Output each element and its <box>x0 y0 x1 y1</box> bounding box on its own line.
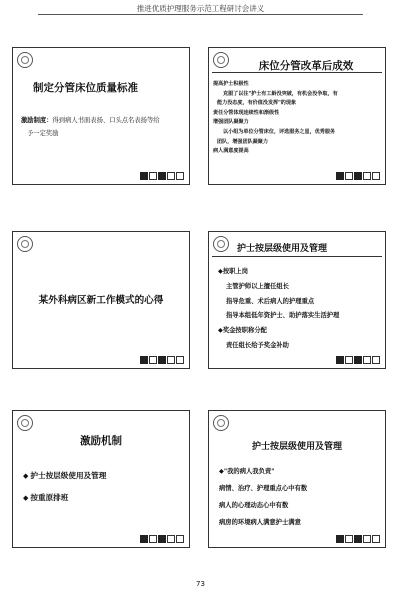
slide-title: 护士按层级使用及管理 <box>251 442 342 452</box>
slide-nav-controls <box>336 535 380 543</box>
nav-prev-icon <box>149 535 157 543</box>
nav-end-icon <box>372 356 380 364</box>
nav-end-icon <box>176 172 184 180</box>
nav-prev-icon <box>149 172 157 180</box>
slide-line: 予一定奖励 <box>27 130 59 137</box>
incentive-text: 得到病人书面表扬、口头点名表扬等给 <box>52 117 160 124</box>
slide-line: 指导危重、术后病人的护理重点 <box>226 297 315 305</box>
slide-4 <box>208 231 386 369</box>
slide-body <box>21 114 183 140</box>
slide-body <box>219 463 379 531</box>
slide-title: 制定分管床位质量标准 <box>33 82 138 94</box>
nav-end-icon <box>372 535 380 543</box>
slide-line: 主管护师以上擅任组长 <box>226 282 289 290</box>
nav-next-icon <box>354 172 362 180</box>
nav-last-icon <box>363 535 371 543</box>
slide-line: 团队，增强团队凝聚力 <box>217 138 268 145</box>
nav-next-icon <box>354 356 362 364</box>
nav-last-icon <box>167 172 175 180</box>
nav-first-icon <box>336 172 344 180</box>
slide-5 <box>12 410 190 548</box>
hospital-logo-icon <box>17 52 33 68</box>
slide-6 <box>208 410 386 548</box>
slide-body <box>23 465 183 509</box>
list-item: ◆ 按重原排班 <box>23 487 183 509</box>
nav-last-icon <box>167 356 175 364</box>
slide-body <box>218 265 379 354</box>
hospital-logo-icon <box>213 236 229 252</box>
hospital-logo-icon <box>17 415 33 431</box>
slide-line: ◆"我的病人我负责" <box>219 468 275 475</box>
slide-line: ◆按职上岗 <box>218 268 249 275</box>
slide-3 <box>12 231 190 369</box>
slide-title: 某外科病区新工作模式的心得 <box>38 295 164 306</box>
nav-last-icon <box>363 172 371 180</box>
slide-line: 病房的环境病人满意护士满意 <box>219 519 301 526</box>
nav-end-icon <box>176 535 184 543</box>
nav-end-icon <box>176 356 184 364</box>
nav-first-icon <box>140 356 148 364</box>
slide-nav-controls <box>336 172 380 180</box>
slide-line: 责任分管体现连续性和渐级性 <box>213 109 280 116</box>
slide-line: 能力没态度，有价值没发挥"的现象 <box>217 100 297 107</box>
slide-line <box>21 114 183 127</box>
slide-nav-controls <box>140 172 184 180</box>
slide-1 <box>12 47 190 185</box>
nav-end-icon <box>372 172 380 180</box>
slide-line: 指导本组低年资护士、助护落实生活护理 <box>226 312 340 320</box>
slide-line: 以小组为单位分管床位，评选服务之星，优秀服务 <box>223 128 336 135</box>
slide-line: 克服了以往"护士有工龄没突破，有机会没争取，有 <box>223 90 338 97</box>
slide-line: 增强团队凝聚力 <box>213 119 249 126</box>
slide-nav-controls <box>140 356 184 364</box>
slide-line: 病情、治疗、护理重点心中有数 <box>219 485 308 492</box>
slide-line: 责任组长给予奖金补助 <box>226 341 289 349</box>
hospital-logo-icon <box>213 52 229 68</box>
slide-line: 病人的心理动态心中有数 <box>219 502 289 509</box>
nav-last-icon <box>167 535 175 543</box>
slide-title: 护士按层级使用及管理 <box>237 244 328 254</box>
nav-first-icon <box>336 535 344 543</box>
hospital-logo-icon <box>17 236 33 252</box>
nav-next-icon <box>354 535 362 543</box>
slide-nav-controls <box>336 356 380 364</box>
nav-next-icon <box>158 356 166 364</box>
nav-prev-icon <box>345 356 353 364</box>
slide-2 <box>208 47 386 185</box>
nav-last-icon <box>363 356 371 364</box>
page-number: 73 <box>196 580 205 588</box>
slide-line: 提高护士积极性 <box>213 81 249 87</box>
nav-first-icon <box>140 172 148 180</box>
nav-prev-icon <box>345 535 353 543</box>
incentive-label: 激励制度： <box>21 117 53 124</box>
nav-next-icon <box>158 535 166 543</box>
slide-divider <box>212 72 382 73</box>
slide-title: 床位分管改革后成效 <box>258 60 354 72</box>
nav-first-icon <box>140 535 148 543</box>
slide-body <box>213 80 379 157</box>
document-header: 推进优质护理服务示范工程研讨会讲义 <box>136 4 265 13</box>
nav-first-icon <box>336 356 344 364</box>
slide-title: 激励机制 <box>80 435 122 447</box>
header-divider <box>38 14 363 15</box>
slide-nav-controls <box>140 535 184 543</box>
slide-line: 病人满意度提高 <box>213 148 249 155</box>
hospital-logo-icon <box>213 415 229 431</box>
nav-next-icon <box>158 172 166 180</box>
slide-divider <box>212 256 382 257</box>
nav-prev-icon <box>345 172 353 180</box>
nav-prev-icon <box>149 356 157 364</box>
slide-line: ◆奖金按职称分配 <box>218 327 267 335</box>
list-item: ◆ 护士按层级使用及管理 <box>23 465 183 487</box>
